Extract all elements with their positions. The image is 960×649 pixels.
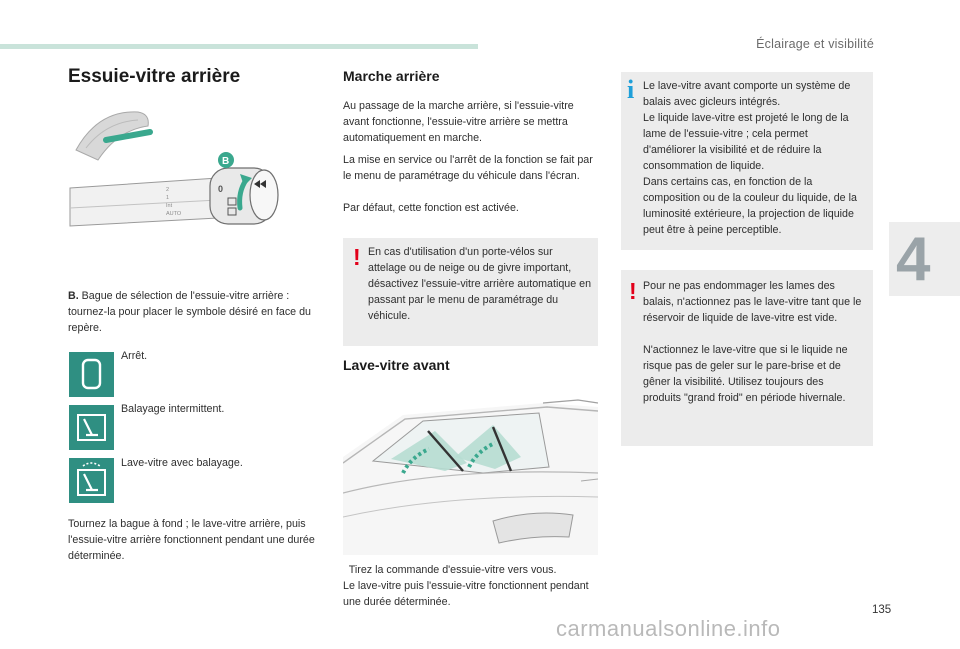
chapter-title: Éclairage et visibilité — [756, 37, 874, 51]
svg-text:Int: Int — [166, 203, 173, 209]
info-box-washer-system — [621, 72, 873, 250]
info-text-3: Dans certains cas, en fonction de la composition ou de la couleur du liquide, de la luminosité extérieure, la projection de liquide peut être à peine perceptible. — [643, 176, 857, 236]
warning-text-reservoir-2: N'actionnez le lave-vitre que si le liquide ne risque pas de geler sur le pare-brise et de gêner la visibilité. Utilisez toujours des produits "grand froid" en période hivernale. — [643, 344, 848, 404]
rear-washer-footer-text: Tournez la bague à fond ; le lave-vitre arrière, puis l'essuie-vitre arrière fonctionnent pendant une durée déterminée. — [68, 518, 315, 562]
section-title-front-washer: Lave-vitre avant — [343, 357, 450, 373]
svg-text:AUTO: AUTO — [166, 211, 182, 217]
stop-label: Arrêt. — [121, 350, 148, 362]
svg-text:2: 2 — [166, 187, 170, 193]
wiper-lever-illustration — [68, 100, 320, 238]
page-number: 135 — [872, 604, 892, 616]
front-washer-follow-text: Le lave-vitre puis l'essuie-vitre fonctionnent pendant une durée déterminée. — [343, 580, 589, 608]
stop-symbol-icon — [69, 352, 114, 397]
ring-label: B. — [68, 290, 79, 302]
reverse-paragraph-2: La mise en service ou l'arrêt de la fonction se fait par le menu de paramétrage du véhicule dans l'écran. — [343, 154, 593, 182]
warning-text-bike-carrier: En cas d'utilisation d'un porte-vélos sur attelage ou de neige ou de givre important, désactivez l'essuie-vitre arrière automatique en passant par le menu de paramétrage du véhicule. — [368, 246, 592, 322]
ring-text: Bague de sélection de l'essuie-vitre arrière : tournez-la pour placer le symbole désiré en face du repère. — [68, 290, 311, 334]
warning-icon: ! — [629, 278, 637, 304]
info-icon: i — [627, 75, 635, 104]
wash-wipe-symbol-icon — [69, 458, 114, 503]
front-washer-instruction — [343, 562, 603, 578]
reverse-paragraph-1: Au passage de la marche arrière, si l'essuie-vitre avant fonctionne, l'essuie-vitre arrière se mettra automatiquement en marche. — [343, 100, 574, 144]
wash-wipe-label: Lave-vitre avec balayage. — [121, 457, 243, 469]
watermark: carmanualsonline.info — [556, 616, 781, 641]
section-title-rear-wiper: Essuie-vitre arrière — [68, 66, 241, 87]
info-text-2: Le liquide lave-vitre est projeté le long de la lame de l'essuie-vitre ; cela permet d'améliorer la visibilité et de réduire la consommation de liquide. — [643, 112, 849, 172]
warning-box-bike-carrier — [343, 238, 598, 346]
section-title-reverse: Marche arrière — [343, 68, 440, 84]
intermittent-wipe-label: Balayage intermittent. — [121, 403, 225, 415]
ring-description — [68, 288, 328, 336]
header-accent-bar — [0, 44, 478, 49]
reverse-paragraph-3: Par défaut, cette fonction est activée. — [343, 202, 519, 214]
warning-icon: ! — [353, 244, 361, 270]
svg-text:1: 1 — [166, 195, 170, 201]
figure-marker-b: B — [222, 156, 230, 167]
warning-text-reservoir-1: Pour ne pas endommager les lames des balais, n'actionnez pas le lave-vitre tant que le réservoir de liquide de lave-vitre est vide. — [643, 280, 862, 324]
front-washer-instruction-text: Tirez la commande d'essuie-vitre vers vous. — [348, 564, 557, 576]
info-text-1: Le lave-vitre avant comporte un système de balais avec gicleurs intégrés. — [643, 80, 851, 108]
svg-text:0: 0 — [218, 184, 224, 194]
chapter-number: 4 — [896, 225, 931, 294]
intermittent-wipe-symbol-icon — [69, 405, 114, 450]
windscreen-washer-illustration — [343, 397, 598, 555]
warning-box-empty-reservoir — [621, 270, 873, 446]
